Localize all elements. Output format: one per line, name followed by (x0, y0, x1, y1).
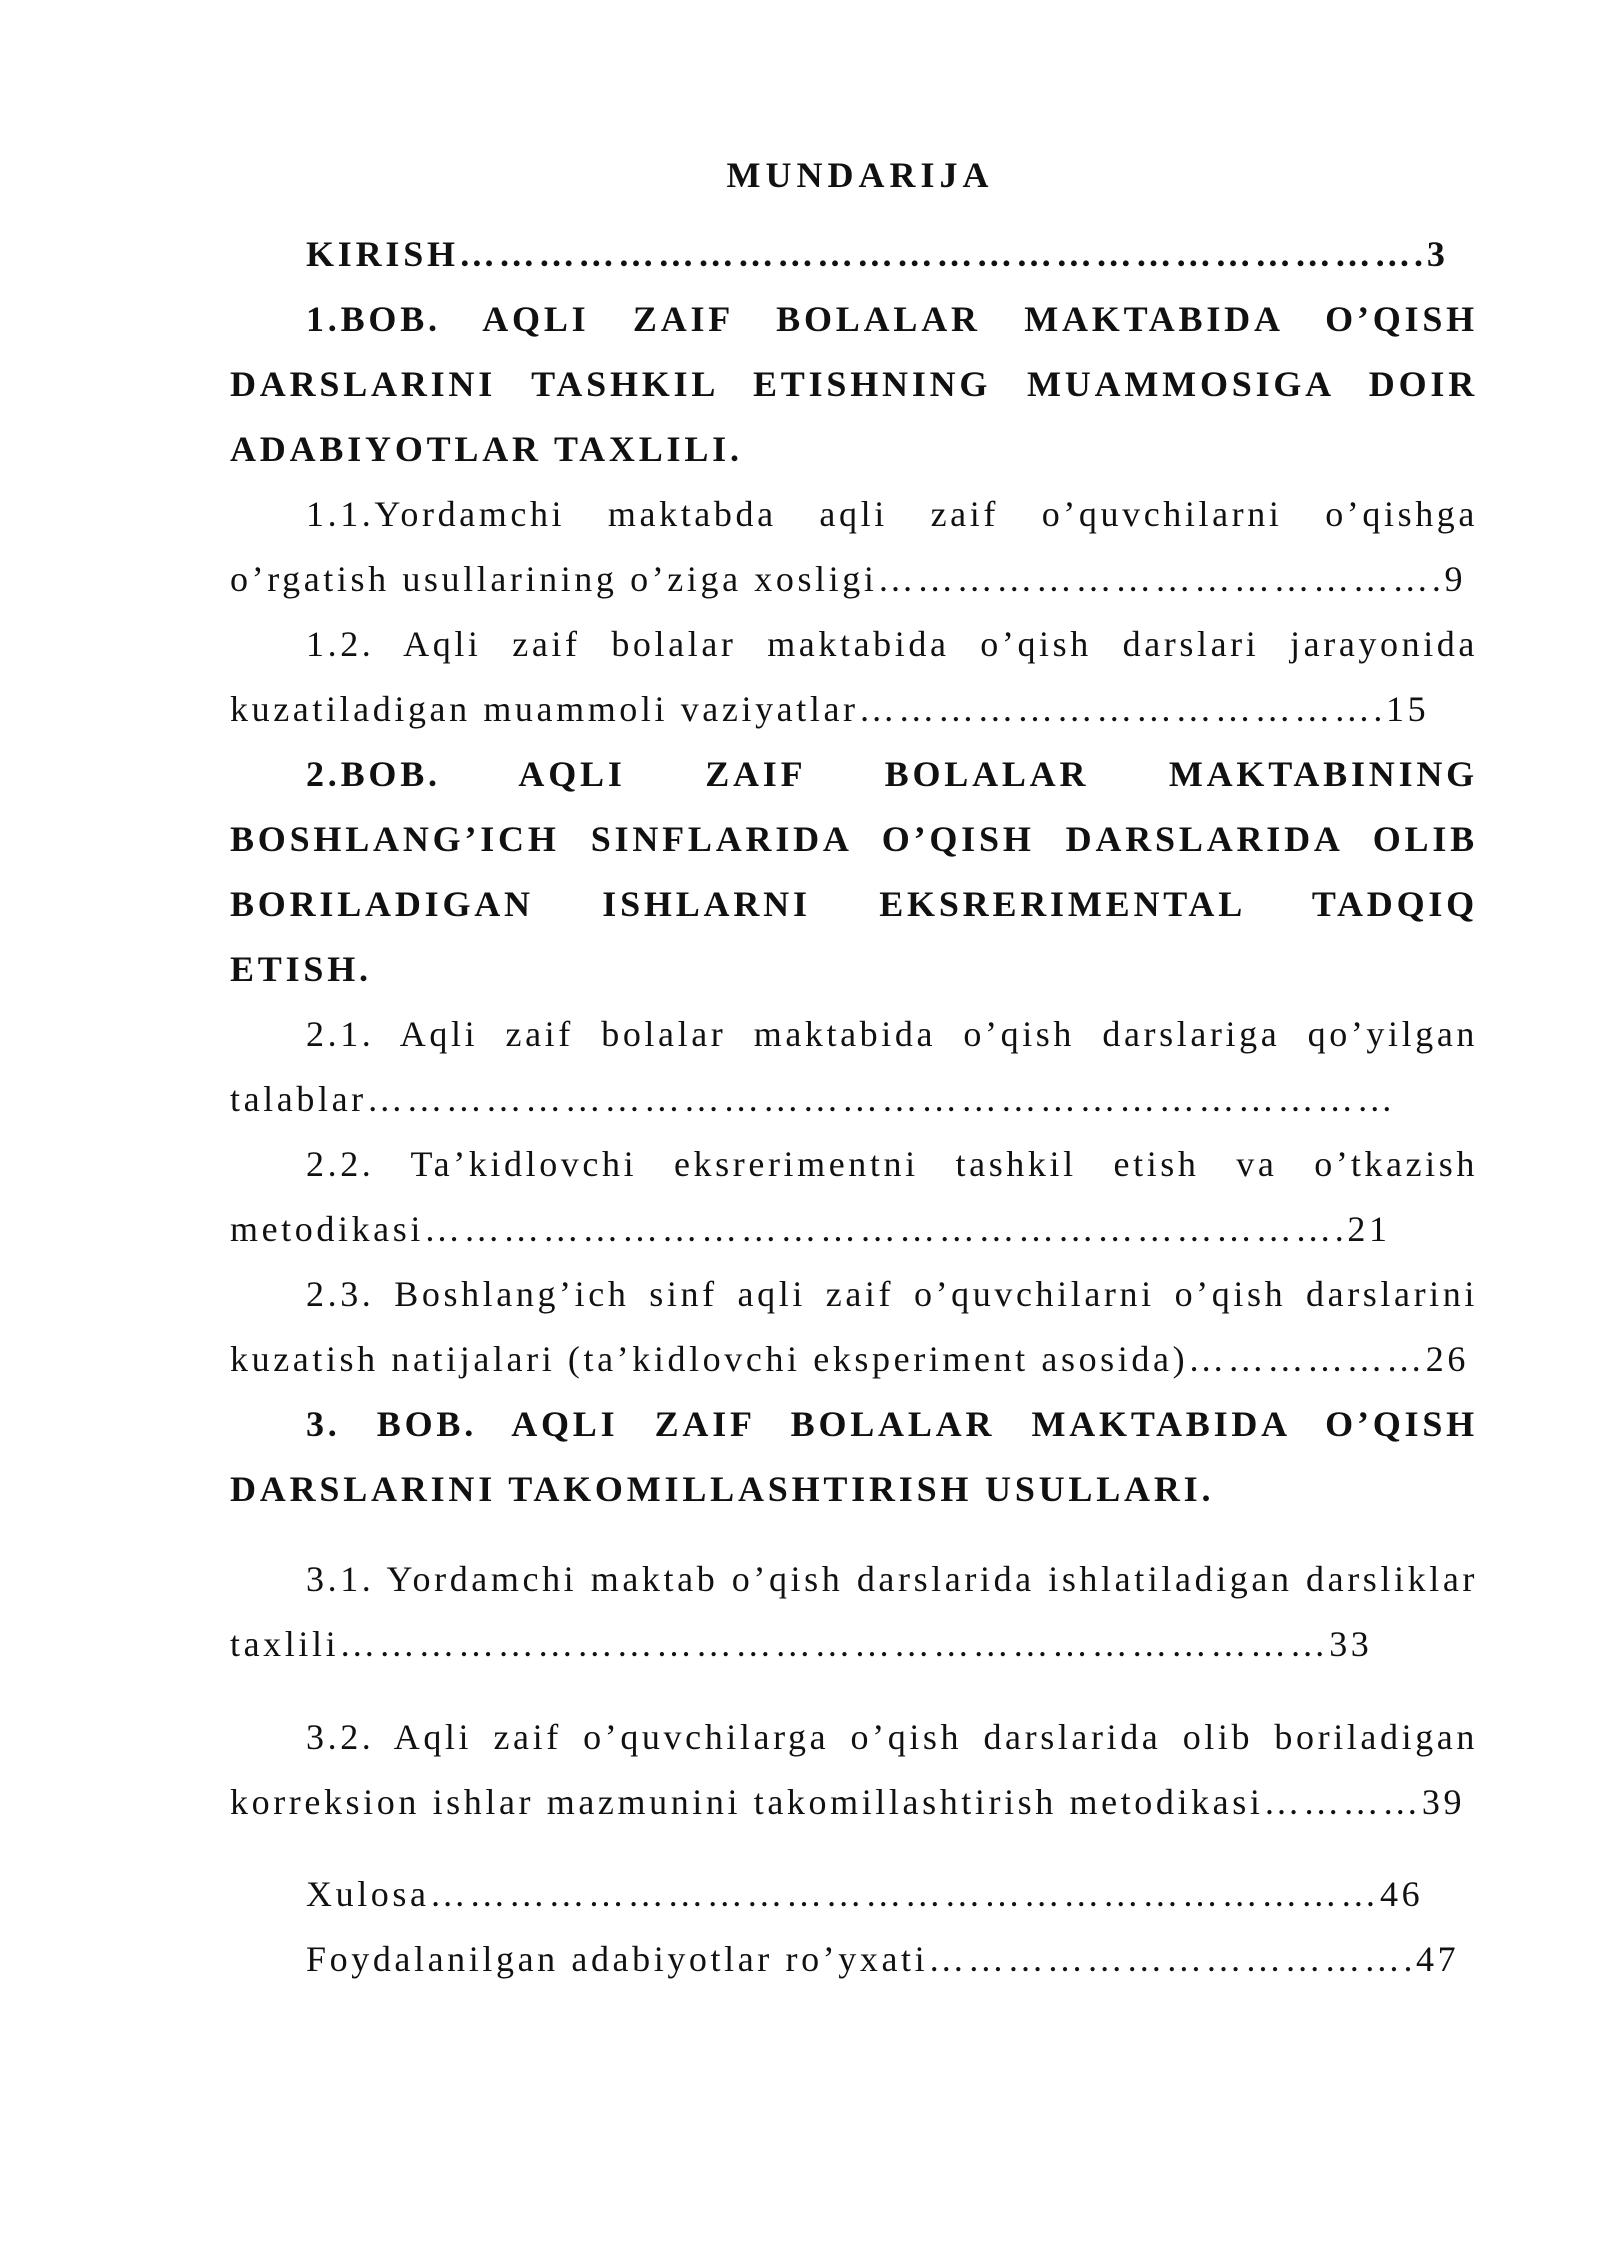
toc-entry-section-3-1 (230, 1547, 1478, 1677)
toc-line: 1.1.Yordamchi maktabda aqli zaif o’quvchilarni o’qishga (306, 494, 1478, 534)
toc-line: BORILADIGAN ISHLARNI EKSRERIMENTAL TADQIQ (230, 884, 1478, 924)
toc-entry-section-3-2 (230, 1705, 1478, 1835)
toc-line: BOSHLANG’ICH SINFLARIDA O’QISH DARSLARIDA OLIB (230, 819, 1478, 859)
toc-entry-chapter-2 (230, 742, 1478, 1002)
toc-entry-conclusion (230, 1862, 1478, 1927)
toc-line: Foydalanilgan adabiyotlar ro’yxati……………………………….47 (306, 1939, 1460, 1979)
toc-entry-chapter-3 (230, 1392, 1478, 1522)
toc-line: DARSLARINI TASHKIL ETISHNING MUAMMOSIGA DOIR (230, 364, 1478, 404)
toc-line: 1.2. Aqli zaif bolalar maktabida o’qish darslari jarayonida (306, 624, 1478, 664)
toc-line: 2.BOB. AQLI ZAIF BOLALAR MAKTABINING (306, 754, 1478, 794)
toc-line: 2.1. Aqli zaif bolalar maktabida o’qish darslariga qo’yilgan (306, 1014, 1478, 1054)
toc-line: kuzatish natijalari (ta’kidlovchi eksperiment asosida)………………26 (230, 1339, 1469, 1379)
toc-line: talablar…………………………………………………………………… (230, 1079, 1397, 1119)
toc-line: kuzatiladigan muammoli vaziyatlar………………………………….15 (230, 689, 1430, 729)
toc-entry-references (230, 1927, 1478, 1992)
toc-line: 2.3. Boshlang’ich sinf aqli zaif o’quvchilarni o’qish darslarini (306, 1274, 1478, 1314)
toc-entry-section-1-2 (230, 612, 1478, 742)
toc-line: korreksion ishlar mazmunini takomillashtirish metodikasi…………39 (230, 1782, 1466, 1822)
toc-line: 2.2. Ta’kidlovchi eksrerimentni tashkil etish va o’tkazish (306, 1144, 1478, 1184)
toc-entry-section-2-2 (230, 1132, 1478, 1262)
toc-entry-kirish (230, 222, 1478, 287)
toc-entry-chapter-1 (230, 287, 1478, 482)
toc-line: o’rgatish usullarining o’ziga xosligi…………………………………….9 (230, 559, 1467, 599)
toc-line: metodikasi…………………………………………………………….21 (230, 1209, 1391, 1249)
toc-line: taxlili…………………………………………………………………33 (230, 1624, 1373, 1664)
toc-line: 3. BOB. AQLI ZAIF BOLALAR MAKTABIDA O’QISH (306, 1404, 1478, 1444)
toc-line: ADABIYOTLAR TAXLILI. (230, 429, 743, 469)
toc-line: ETISH. (230, 949, 372, 989)
toc-entry-section-1-1 (230, 482, 1478, 612)
toc-line: 1.BOB. AQLI ZAIF BOLALAR MAKTABIDA O’QISH (306, 299, 1478, 339)
toc-line: KIRISH……………………………………………………………….3 (306, 234, 1449, 274)
toc-line: 3.1. Yordamchi maktab o’qish darslarida ishlatiladigan darsliklar (306, 1559, 1478, 1599)
toc-line: 3.2. Aqli zaif o’quvchilarga o’qish darslarida olib boriladigan (306, 1717, 1478, 1757)
toc-line: DARSLARINI TAKOMILLASHTIRISH USULLARI. (230, 1469, 1215, 1509)
toc-entry-section-2-1 (230, 1002, 1478, 1132)
page-title: MUNDARIJA (726, 155, 994, 195)
toc-entry-section-2-3 (230, 1262, 1478, 1392)
toc-line: Xulosa………………………………………………………………46 (306, 1874, 1424, 1914)
